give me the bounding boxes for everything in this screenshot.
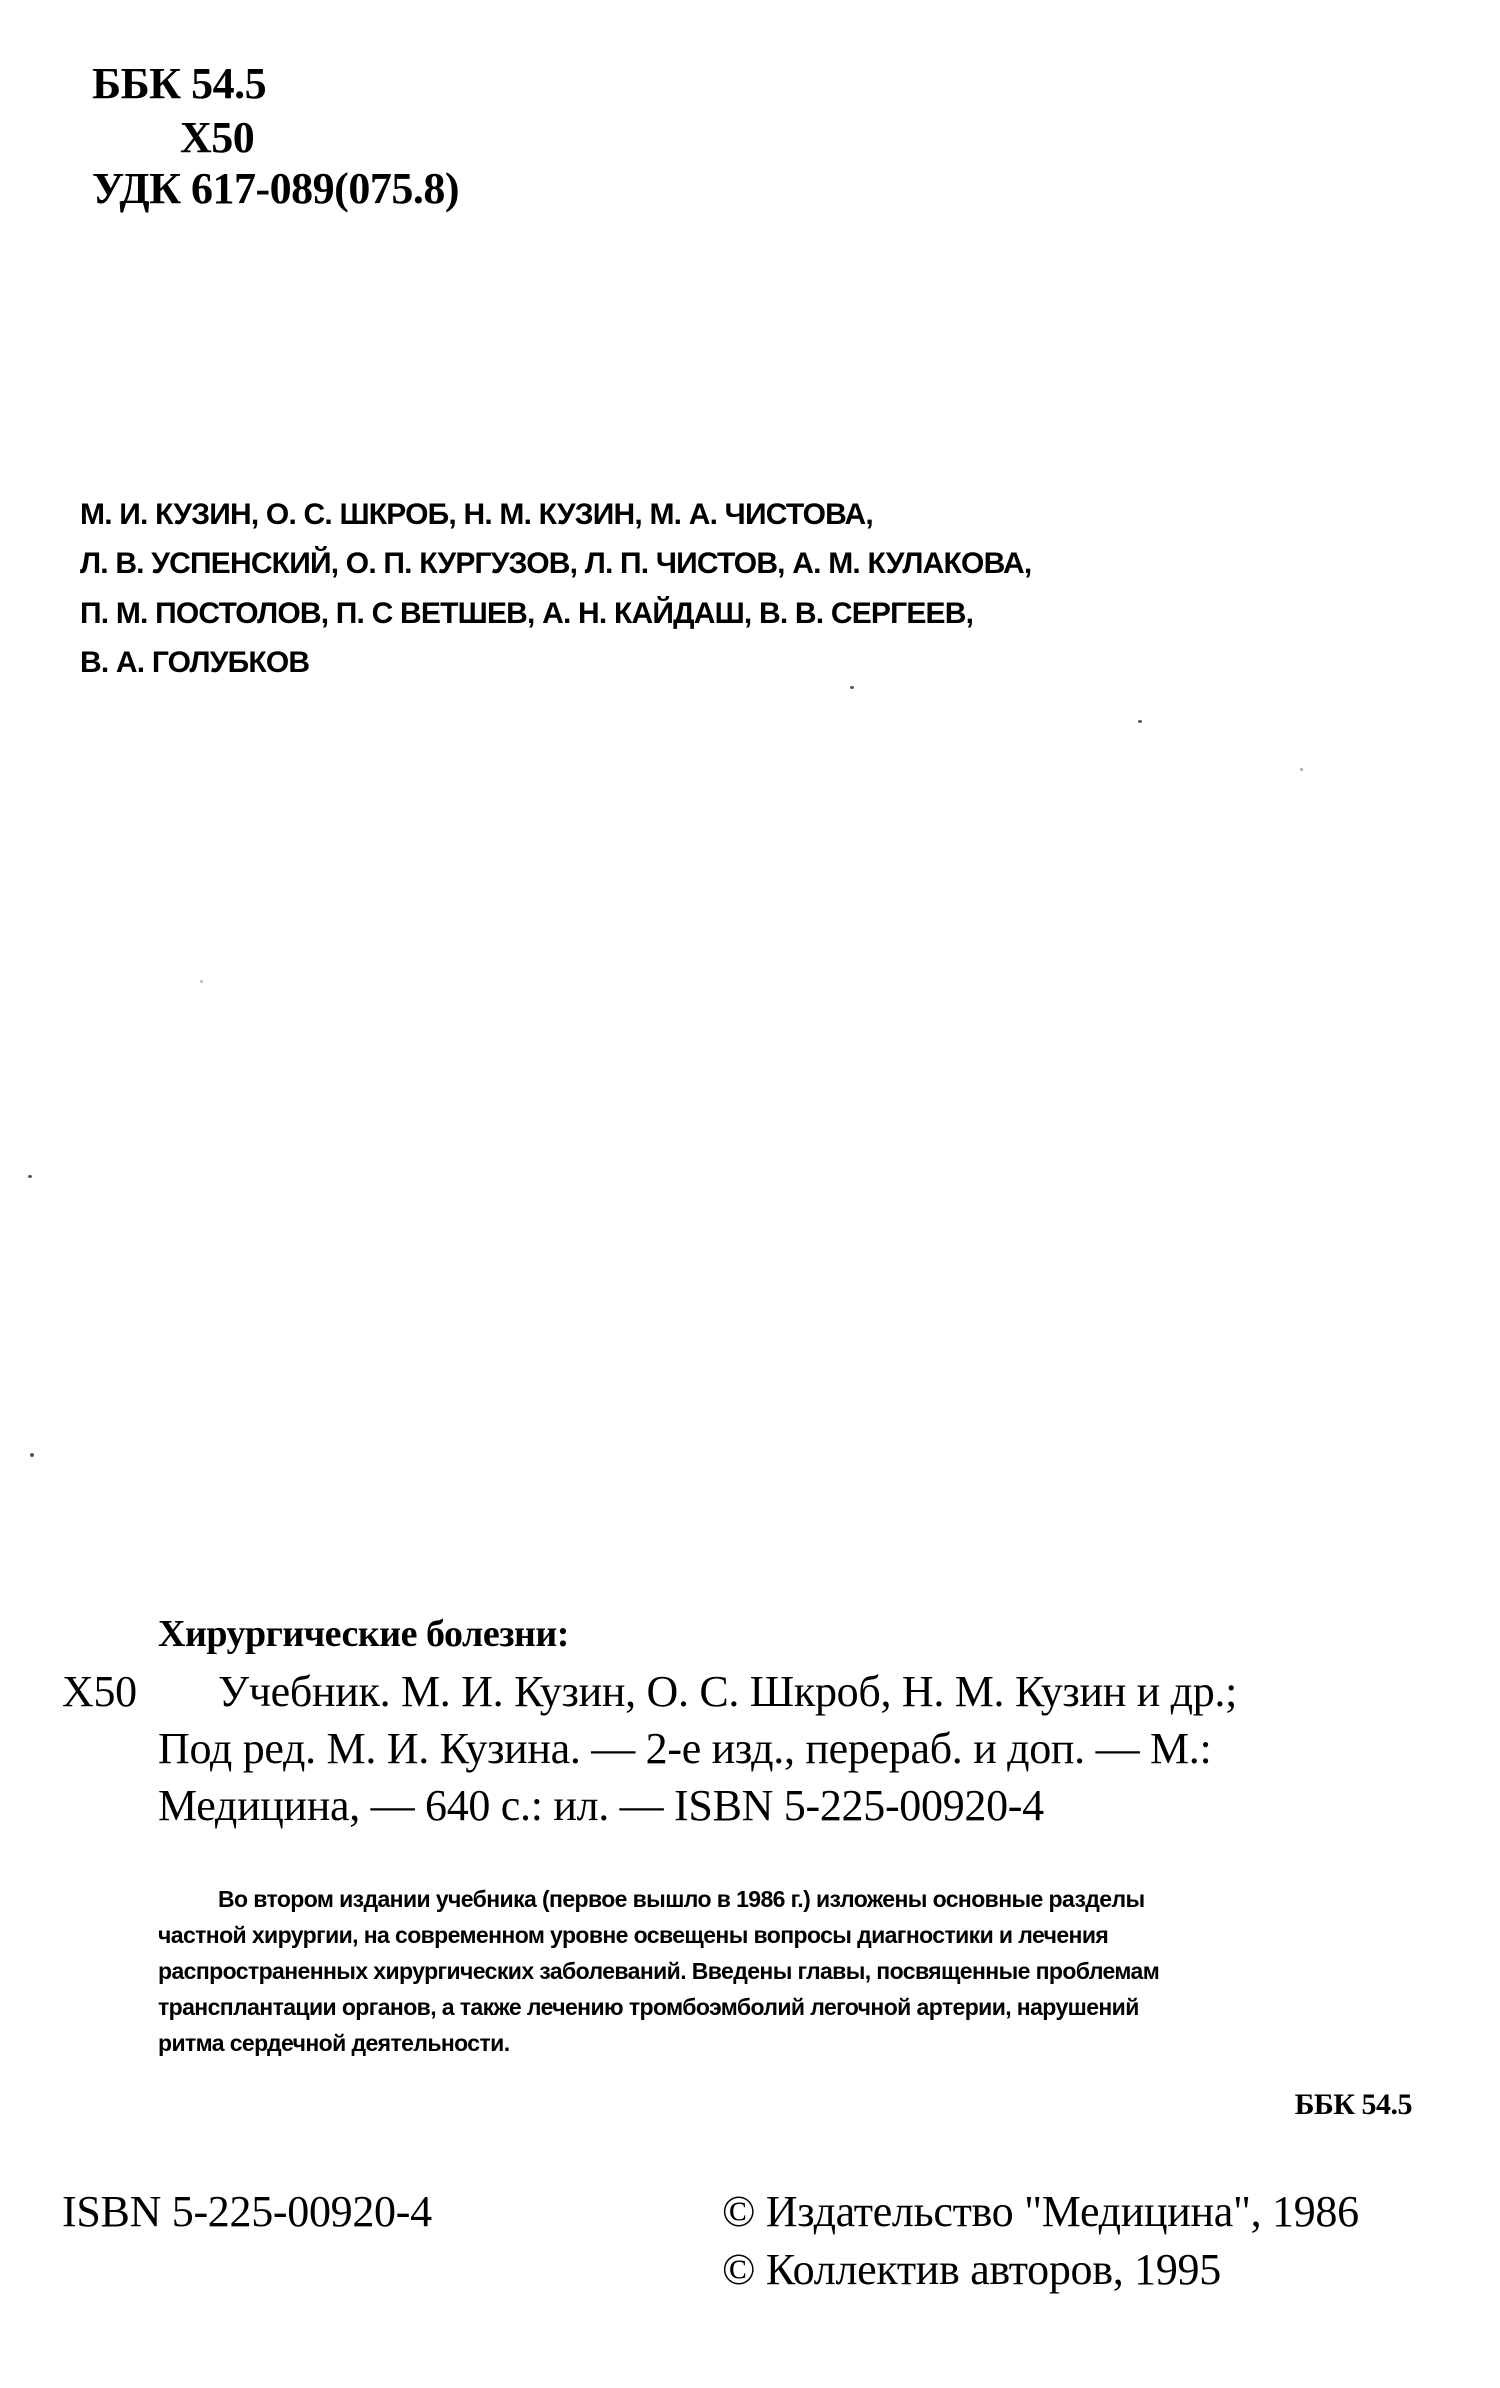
catalog-cutter-code: Х50 bbox=[62, 1667, 137, 1716]
annotation-line: ритма сердечной деятельности. bbox=[158, 2030, 510, 2056]
authors-line: В. А. ГОЛУБКОВ bbox=[80, 646, 310, 679]
catalog-description-line: Учебник. М. И. Кузин, О. С. Шкроб, Н. М. Кузин и др.; bbox=[218, 1667, 1238, 1716]
scan-speck bbox=[1138, 720, 1142, 723]
authors-line: Л. В. УСПЕНСКИЙ, О. П. КУРГУЗОВ, Л. П. ЧИСТОВ, А. М. КУЛАКОВА, bbox=[80, 547, 1032, 580]
authors-line: П. М. ПОСТОЛОВ, П. С ВЕТШЕВ, А. Н. КАЙДАШ, В. В. СЕРГЕЕВ, bbox=[80, 597, 974, 630]
scan-speck bbox=[200, 980, 203, 983]
udk-code: УДК 617-089(075.8) bbox=[92, 164, 459, 213]
scan-speck bbox=[28, 1175, 32, 1178]
annotation-bbk-code: ББК 54.5 bbox=[1294, 2088, 1412, 2121]
isbn: ISBN 5-225-00920-4 bbox=[62, 2187, 432, 2236]
scan-speck bbox=[30, 1453, 34, 1457]
bbk-code: ББК 54.5 bbox=[92, 59, 267, 108]
scan-speck bbox=[850, 686, 854, 689]
catalog-description-line: Под ред. М. И. Кузина. — 2-е изд., перераб. и доп. — М.: bbox=[158, 1724, 1212, 1773]
copyright-line: © Издательство "Медицина", 1986 bbox=[722, 2187, 1359, 2236]
cutter-code: Х50 bbox=[180, 113, 255, 162]
annotation-line: Во втором издании учебника (первое вышло в 1986 г.) изложены основные разделы bbox=[218, 1886, 1145, 1912]
copyright-line: © Коллектив авторов, 1995 bbox=[722, 2245, 1221, 2294]
catalog-description-line: Медицина, — 640 с.: ил. — ISBN 5-225-00920-4 bbox=[158, 1781, 1044, 1830]
annotation-line: распространенных хирургических заболеваний. Введены главы, посвященные проблемам bbox=[158, 1958, 1160, 1984]
annotation-line: трансплантации органов, а также лечению тромбоэмболий легочной артерии, нарушений bbox=[158, 1994, 1139, 2020]
authors-line: М. И. КУЗИН, О. С. ШКРОБ, Н. М. КУЗИН, М. А. ЧИСТОВА, bbox=[80, 498, 873, 531]
book-title-heading: Хирургические болезни: bbox=[158, 1613, 569, 1655]
scan-speck bbox=[1300, 768, 1303, 771]
annotation-line: частной хирургии, на современном уровне освещены вопросы диагностики и лечения bbox=[158, 1922, 1109, 1948]
